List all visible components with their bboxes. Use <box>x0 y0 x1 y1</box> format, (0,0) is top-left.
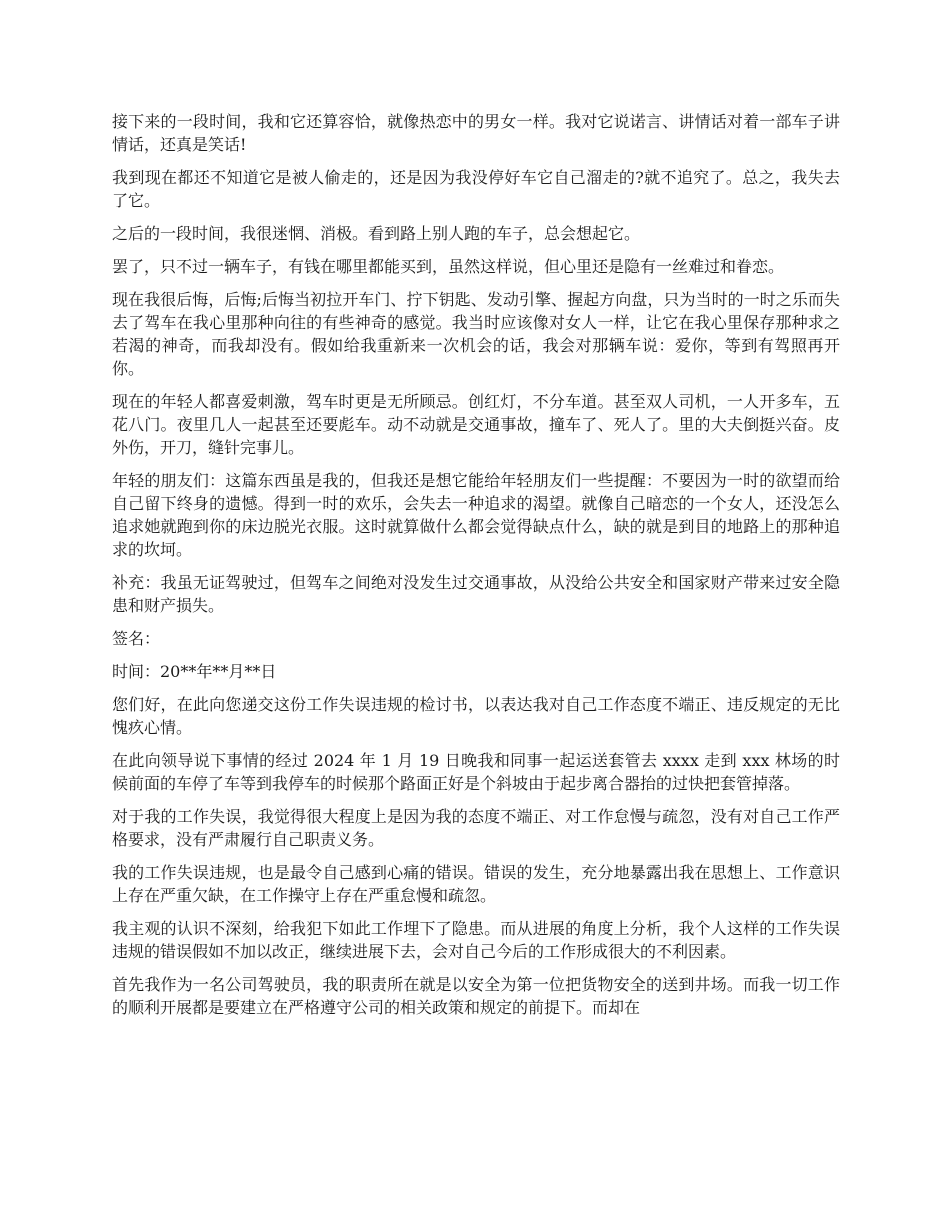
paragraph-3: 之后的一段时间，我很迷惘、消极。看到路上别人跑的车子，总会想起它。 <box>112 224 641 243</box>
date-line: 时间：20**年**月**日 <box>112 662 277 681</box>
paragraph-12: 在此向领导说下事情的经过 2024 年 1 月 19 日晚我和同事一起运送套管去 xxxx 走到 xxx 林场的时候前面的车停了车等到我停车的时候那个路面正好是个斜坡由于起步离合器抬的过快把套管掉落。 <box>112 751 840 793</box>
paragraph-2: 我到现在都还不知道它是被人偷走的，还是因为我没停好车它自己溜走的?就不追究了。总之，我失去了它。 <box>112 168 840 210</box>
paragraph-4: 罢了，只不过一辆车子，有钱在哪里都能买到，虽然这样说，但心里还是隐有一丝难过和眷恋。 <box>112 257 785 276</box>
paragraph-8: 补充：我虽无证驾驶过，但驾车之间绝对没发生过交通事故，从没给公共安全和国家财产带来过安全隐患和财产损失。 <box>112 573 840 615</box>
signature-line: 签名： <box>112 629 161 648</box>
paragraph-16: 首先我作为一名公司驾驶员，我的职责所在就是以安全为第一位把货物安全的送到井场。而我一切工作的顺利开展都是要建立在严格遵守公司的相关政策和规定的前提下。而却在 <box>112 975 840 1017</box>
document-body <box>112 110 840 1029</box>
paragraph-13: 对于我的工作失误，我觉得很大程度上是因为我的态度不端正、对工作怠慢与疏忽，没有对自己工作严格要求，没有严肃履行自己职责义务。 <box>112 807 840 849</box>
paragraph-7: 年轻的朋友们：这篇东西虽是我的，但我还是想它能给年轻朋友们一些提醒：不要因为一时的欲望而给自己留下终身的遗憾。得到一时的欢乐，会失去一种追求的渴望。就像自己暗恋的一个女人，还没怎么追求她就跑到你的床边脱光衣服。这时就算做什么都会觉得缺点什么，缺的就是到目的地路上的那种追求的坎坷。 <box>112 471 840 559</box>
paragraph-15: 我主观的认识不深刻，给我犯下如此工作埋下了隐患。而从进展的角度上分析，我个人这样的工作失误违规的错误假如不加以改正，继续进展下去，会对自己今后的工作形成很大的不利因素。 <box>112 919 840 961</box>
paragraph-5: 现在我很后悔，后悔;后悔当初拉开车门、拧下钥匙、发动引擎、握起方向盘，只为当时的一时之乐而失去了驾车在我心里那种向往的有些神奇的感觉。我当时应该像对女人一样，让它在我心里保存那种求之若渴的神奇，而我却没有。假如给我重新来一次机会的话，我会对那辆车说：爱你，等到有驾照再开你。 <box>112 290 840 378</box>
paragraph-14: 我的工作失误违规，也是最令自己感到心痛的错误。错误的发生，充分地暴露出我在思想上、工作意识上存在严重欠缺，在工作操守上存在严重怠慢和疏忽。 <box>112 863 840 905</box>
paragraph-6: 现在的年轻人都喜爱刺激，驾车时更是无所顾忌。创红灯，不分车道。甚至双人司机，一人开多车，五花八门。夜里几人一起甚至还要彪车。动不动就是交通事故，撞车了、死人了。里的大夫倒挺兴奋。皮外伤，开刀，缝针完事儿。 <box>112 392 840 457</box>
paragraph-11: 您们好，在此向您递交这份工作失误违规的检讨书，以表达我对自己工作态度不端正、违反规定的无比愧疚心情。 <box>112 695 840 737</box>
paragraph-1: 接下来的一段时间，我和它还算容恰，就像热恋中的男女一样。我对它说诺言、讲情话对着一部车子讲情话，还真是笑话! <box>112 112 840 154</box>
